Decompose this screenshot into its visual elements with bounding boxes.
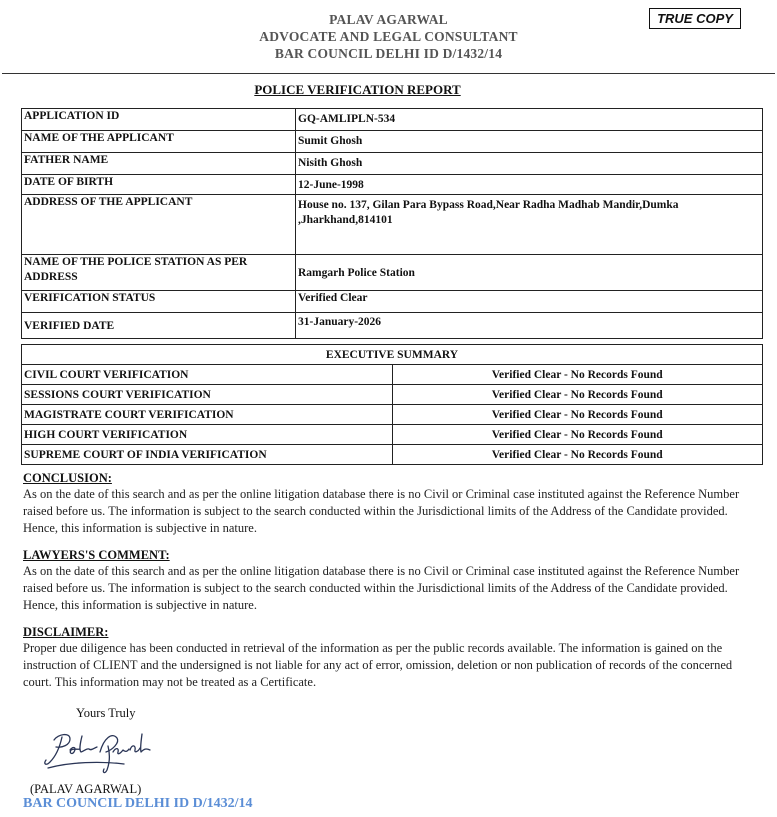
table-row [22, 109, 763, 131]
signer-name: (PALAV AGARWAL) [30, 782, 142, 796]
disclaimer-heading: DISCLAIMER: [23, 625, 109, 639]
detail-value: GQ-AMLIPLN-534 [296, 109, 763, 131]
table-row [22, 405, 763, 425]
detail-label: ADDRESS OF THE APPLICANT [22, 195, 296, 255]
table-row [22, 255, 763, 291]
detail-value: House no. 137, Gilan Para Bypass Road,Near Radha Madhab Mandir,Dumka ,Jharkhand,814101 [296, 195, 763, 255]
summary-label: HIGH COURT VERIFICATION [22, 425, 393, 445]
table-row [22, 425, 763, 445]
summary-label: SESSIONS COURT VERIFICATION [22, 385, 393, 405]
true-copy-stamp: TRUE COPY [649, 8, 741, 29]
detail-label: FATHER NAME [22, 153, 296, 175]
disclaimer-text: Proper due diligence has been conducted in retrieval of the information as per the public records available. The information is gained on the instruction of CLIENT and the undersigned is not liable for any act of error, omission, deletion or non publication of records of the concerned court. This information may not be treated as a Certificate. [23, 641, 733, 689]
detail-value: 31-January-2026 [296, 313, 763, 339]
conclusion-section [23, 471, 753, 537]
detail-value: Nisith Ghosh [296, 153, 763, 175]
table-row [22, 313, 763, 339]
conclusion-text: As on the date of this search and as per the online litigation database there is no Civil or Criminal case instituted against the Reference Number raised before us. The information is subject to the search conducted within the Jurisdictional limits of the Address of the Candidate provided. Hence, this information is subjective in nature. [23, 487, 740, 535]
handwritten-signature [40, 728, 155, 776]
detail-value: 12-June-1998 [296, 175, 763, 195]
bar-council-id: BAR COUNCIL DELHI ID D/1432/14 [274, 46, 503, 61]
summary-value: Verified Clear - No Records Found [392, 365, 763, 385]
lawyers-comment-text: As on the date of this search and as per the online litigation database there is no Civil or Criminal case instituted against the Reference Number raised before us. The information is subject to the search conducted within the Jurisdictional limits of the Address of the Candidate provided. Hence, this information is subjective in nature. [23, 564, 740, 612]
detail-label: APPLICATION ID [22, 109, 296, 131]
lawyers-comment-heading: LAWYERS'S COMMENT: [23, 548, 170, 562]
table-row [22, 445, 763, 465]
table-row [22, 153, 763, 175]
summary-value: Verified Clear - No Records Found [392, 445, 763, 465]
table-row [22, 131, 763, 153]
detail-label: VERIFIED DATE [22, 313, 296, 339]
advocate-name: PALAV AGARWAL [329, 12, 448, 27]
table-row [22, 195, 763, 255]
detail-label: NAME OF THE POLICE STATION AS PER ADDRESS [22, 255, 296, 291]
footer-bar-council-id: BAR COUNCIL DELHI ID D/1432/14 [23, 796, 253, 811]
table-row [22, 291, 763, 313]
disclaimer-section [23, 625, 753, 691]
executive-summary-table [21, 344, 763, 465]
conclusion-heading: CONCLUSION: [23, 471, 112, 485]
detail-label: DATE OF BIRTH [22, 175, 296, 195]
closing-salutation: Yours Truly [76, 706, 136, 720]
summary-value: Verified Clear - No Records Found [392, 405, 763, 425]
detail-value: Sumit Ghosh [296, 131, 763, 153]
report-title: POLICE VERIFICATION REPORT [254, 82, 461, 97]
table-row [22, 175, 763, 195]
detail-value: Verified Clear [296, 291, 763, 313]
advocate-role: ADVOCATE AND LEGAL CONSULTANT [259, 29, 518, 44]
detail-label: VERIFICATION STATUS [22, 291, 296, 313]
detail-label: NAME OF THE APPLICANT [22, 131, 296, 153]
summary-value: Verified Clear - No Records Found [392, 385, 763, 405]
applicant-details-table [21, 108, 763, 339]
summary-label: MAGISTRATE COURT VERIFICATION [22, 405, 393, 425]
summary-label: CIVIL COURT VERIFICATION [22, 365, 393, 385]
detail-value: Ramgarh Police Station [296, 255, 763, 291]
executive-summary-title: EXECUTIVE SUMMARY [22, 345, 763, 365]
lawyers-comment-section [23, 548, 753, 614]
header-divider [2, 73, 775, 74]
table-row [22, 385, 763, 405]
summary-value: Verified Clear - No Records Found [392, 425, 763, 445]
summary-label: SUPREME COURT OF INDIA VERIFICATION [22, 445, 393, 465]
table-row [22, 345, 763, 365]
table-row [22, 365, 763, 385]
